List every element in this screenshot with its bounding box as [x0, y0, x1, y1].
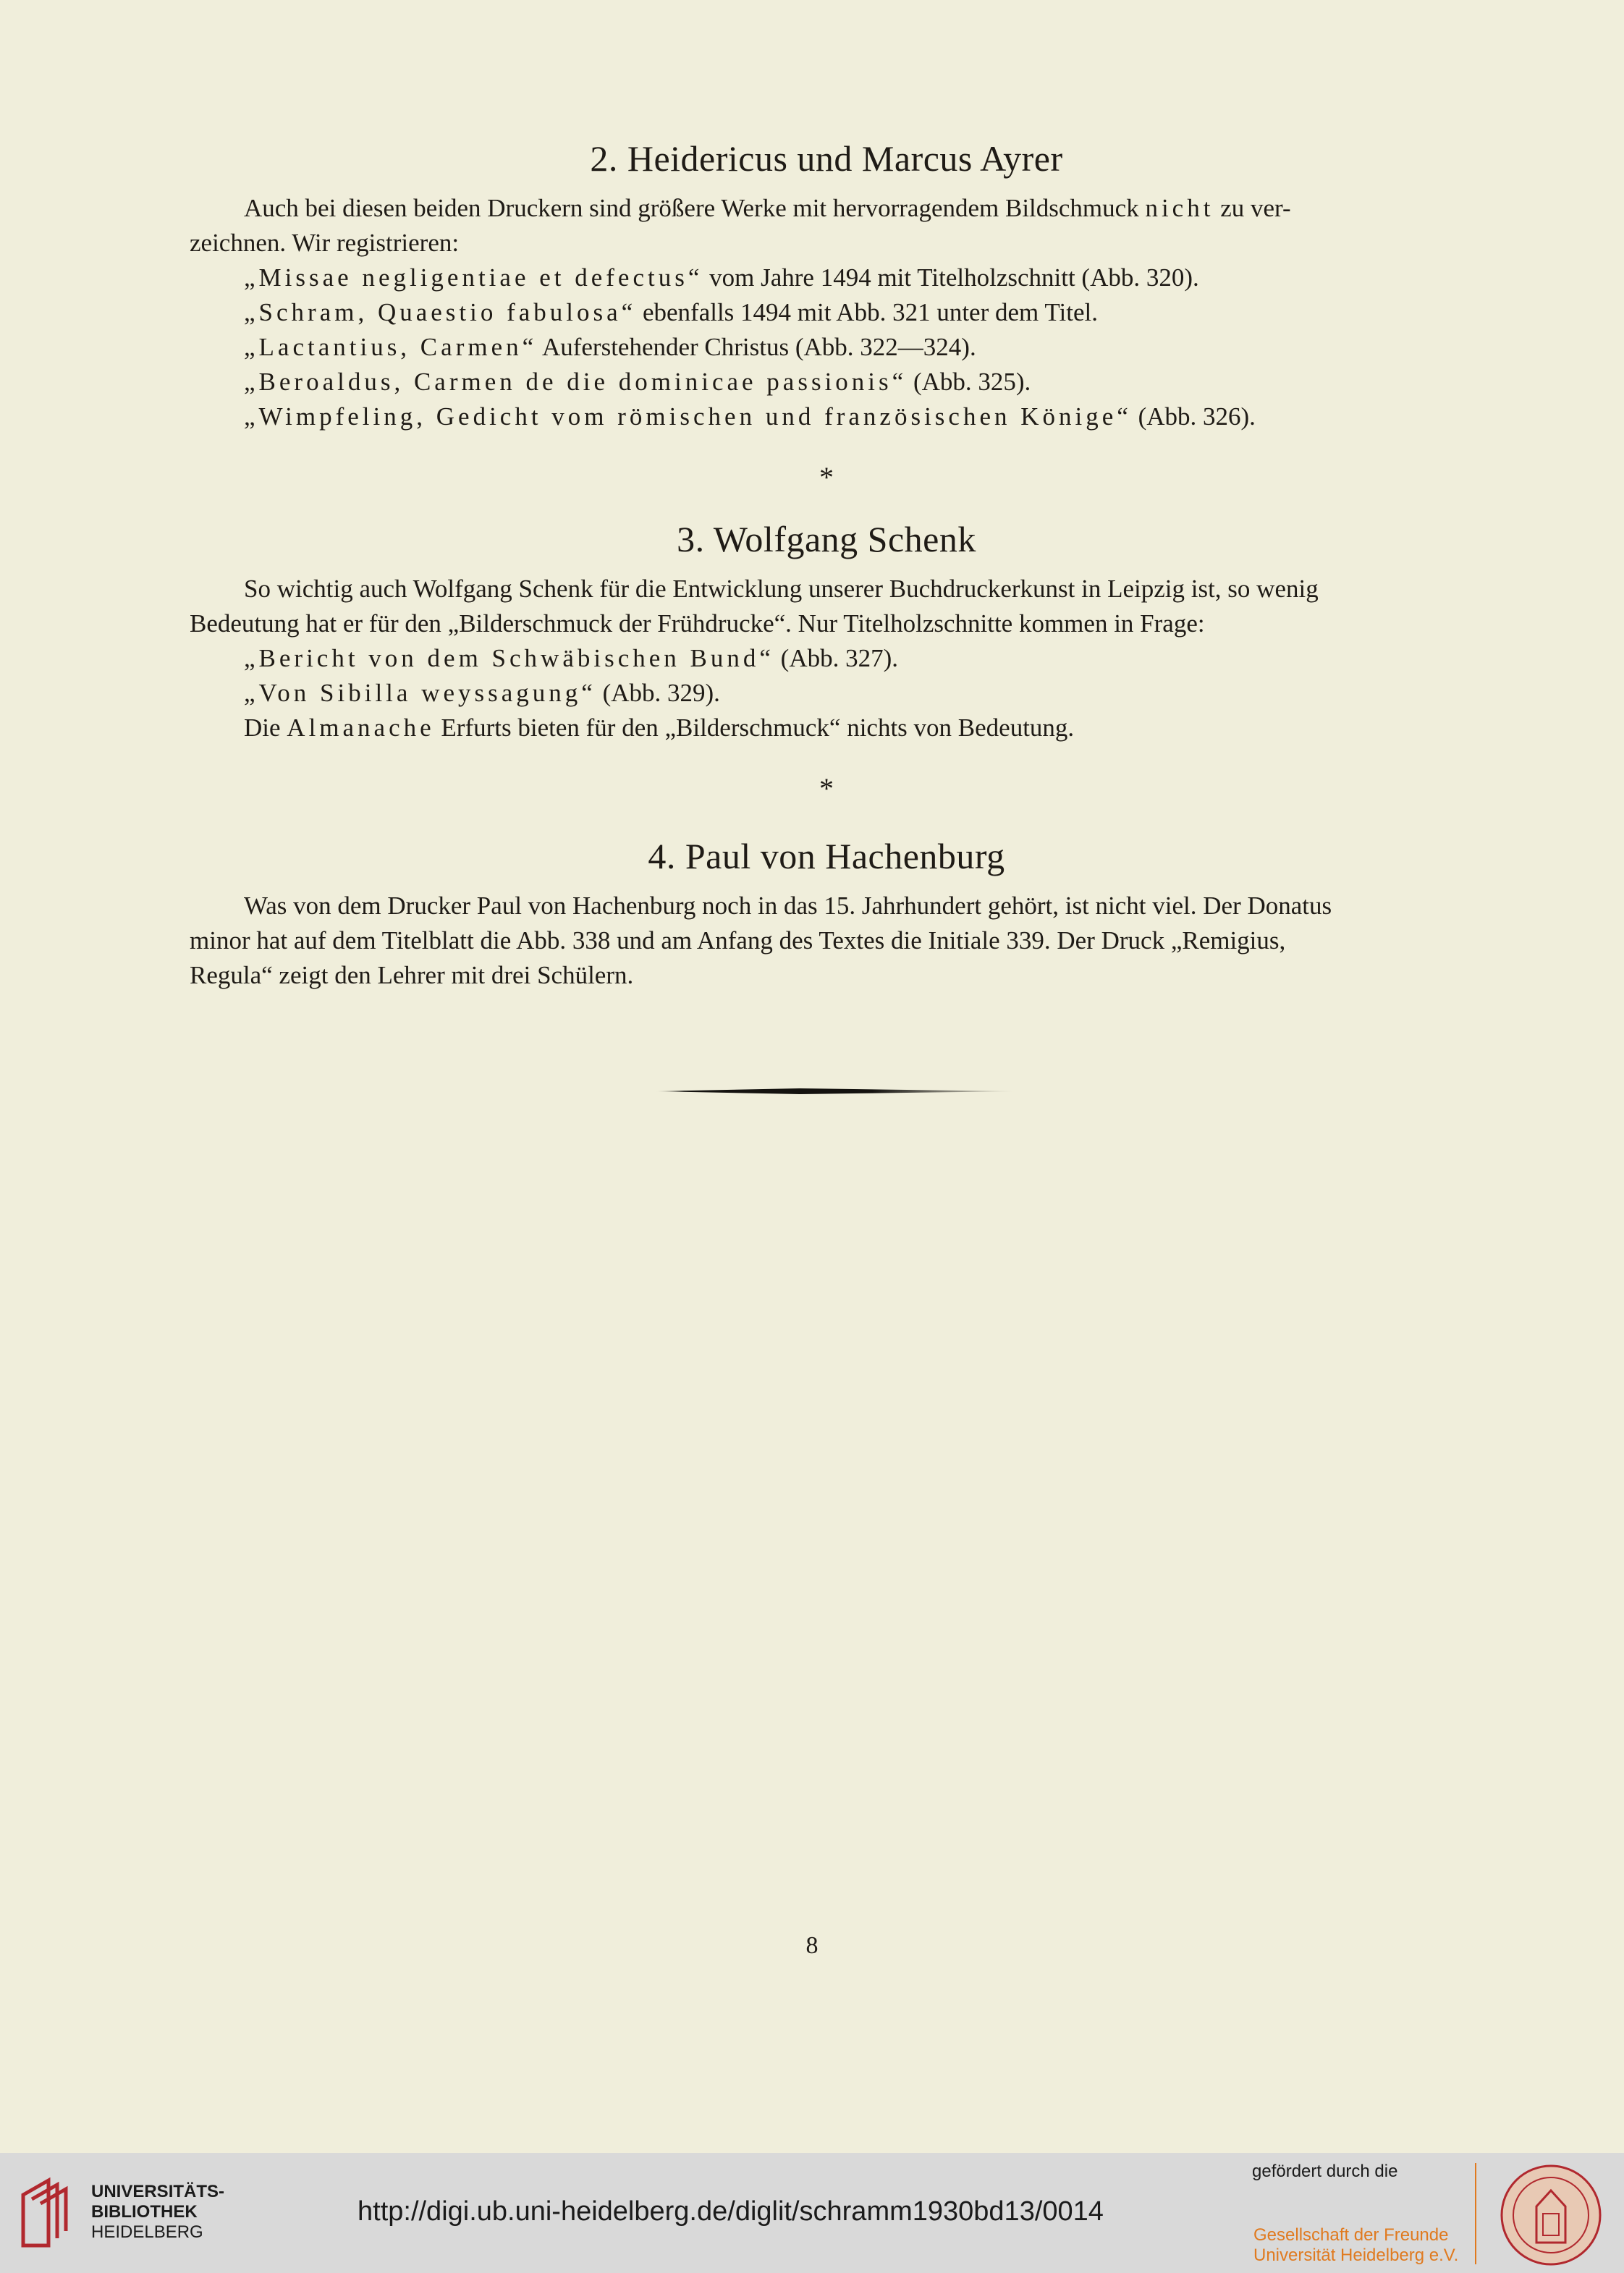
item-title: „Von Sibilla weyssagung“ — [244, 679, 596, 707]
paragraph-hachenburg-line2: minor hat auf dem Titelblatt die Abb. 338 und am Anfang des Textes die Initiale 339. Der Druck „Remigius, — [190, 926, 1286, 955]
item-text: (Abb. 326). — [1131, 402, 1256, 431]
footer-bar — [0, 2153, 1624, 2273]
item-text: ebenfalls 1494 mit Abb. 321 unter dem Titel. — [636, 298, 1098, 326]
paragraph-ayrer — [190, 191, 1463, 226]
closing-text: Erfurts bieten für den „Bilderschmuck“ nichts von Bedeutung. — [434, 714, 1075, 742]
separator-asterisk: * — [819, 461, 834, 494]
library-name — [91, 2182, 224, 2243]
divider — [1475, 2163, 1476, 2264]
page-content — [190, 137, 1463, 993]
paragraph-hachenburg-line3: Regula“ zeigt den Lehrer mit drei Schülern. — [190, 961, 634, 989]
list-item — [190, 676, 1463, 711]
item-title: „Missae negligentiae et defectus“ — [244, 263, 703, 292]
library-name-line: HEIDELBERG — [91, 2222, 203, 2242]
list-item — [190, 365, 1463, 399]
list-item — [190, 330, 1463, 365]
paragraph-schenk: So wichtig auch Wolfgang Schenk für die Entwicklung unserer Buchdruckerkunst in Leipzig ist, so wenig — [244, 575, 1319, 603]
section-heading-schenk: 3. Wolfgang Schenk — [677, 519, 976, 559]
sponsor-line: Gesellschaft der Freunde — [1253, 2225, 1449, 2245]
section-heading-ayrer: 2. Heidericus und Marcus Ayrer — [590, 138, 1063, 179]
spaced-word: nicht — [1145, 194, 1214, 222]
paragraph-ayrer-line2: zeichnen. Wir registrieren: — [190, 229, 460, 257]
item-text: Auferstehender Christus (Abb. 322—324). — [537, 333, 976, 361]
list-item — [190, 261, 1463, 295]
list-item — [190, 295, 1463, 330]
closing-line — [190, 711, 1463, 745]
sponsor-label: gefördert durch die — [1252, 2162, 1398, 2181]
sponsor-name — [1253, 2225, 1458, 2266]
separator-asterisk: * — [819, 772, 834, 805]
library-logo-icon — [16, 2173, 74, 2253]
item-text: (Abb. 327). — [774, 644, 899, 672]
closing-text: Die — [244, 714, 287, 742]
library-name-line: UNIVERSITÄTS- — [91, 2182, 225, 2201]
university-seal-icon — [1497, 2163, 1605, 2268]
permalink[interactable]: http://digi.ub.uni-heidelberg.de/diglit/schramm1930bd13/0014 — [358, 2196, 1104, 2227]
item-title: „Lactantius, Carmen“ — [244, 333, 538, 361]
page-number: 8 — [805, 1932, 819, 1959]
item-title: „Beroaldus, Carmen de die dominicae passionis“ — [244, 368, 908, 396]
item-text: (Abb. 325). — [907, 368, 1031, 396]
paragraph-text: Auch bei diesen beiden Druckern sind größere Werke mit hervorragendem Bildschmuck — [244, 194, 1146, 222]
section-heading-hachenburg: 4. Paul von Hachenburg — [648, 836, 1005, 876]
item-title: „Schram, Quaestio fabulosa“ — [244, 298, 637, 326]
sponsor-line: Universität Heidelberg e.V. — [1253, 2246, 1459, 2265]
paragraph-hachenburg: Was von dem Drucker Paul von Hachenburg noch in das 15. Jahrhundert gehört, ist nicht viel. Der Donatus — [244, 892, 1332, 920]
list-item — [190, 641, 1463, 676]
spaced-word: Almanache — [287, 714, 435, 742]
paragraph-text: zu ver- — [1214, 194, 1291, 222]
end-rule — [655, 1088, 1017, 1094]
library-name-line: BIBLIOTHEK — [91, 2202, 198, 2222]
item-title: „Wimpfeling, Gedicht vom römischen und französischen Könige“ — [244, 402, 1132, 431]
item-title: „Bericht von dem Schwäbischen Bund“ — [244, 644, 774, 672]
list-item — [190, 399, 1463, 434]
item-text: vom Jahre 1494 mit Titelholzschnitt (Abb. 320). — [703, 263, 1199, 292]
paragraph-schenk-line2: Bedeutung hat er für den „Bilderschmuck der Frühdrucke“. Nur Titelholzschnitte kommen in Frage: — [190, 609, 1205, 638]
item-text: (Abb. 329). — [596, 679, 720, 707]
